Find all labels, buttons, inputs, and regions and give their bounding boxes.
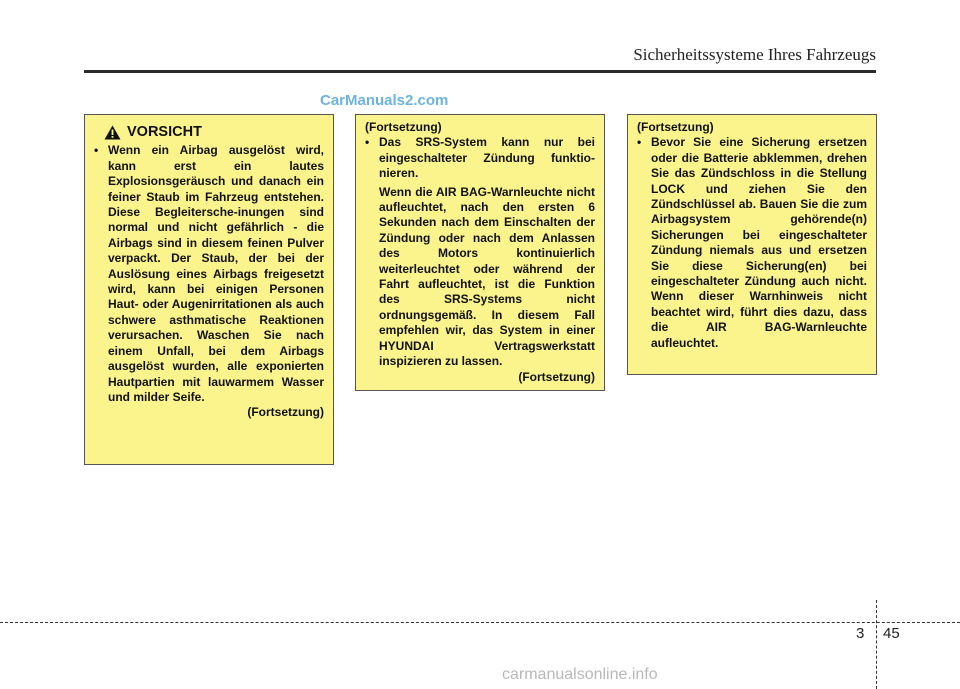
srs-bullet-text: • Das SRS-System kann nur bei eingeschalteter Zündung funktio-nieren. bbox=[365, 135, 595, 181]
header-divider bbox=[84, 70, 876, 73]
continued-footer: (Fortsetzung) bbox=[518, 369, 595, 384]
caution-box-fuse bbox=[627, 114, 877, 375]
airbag-warning-paragraph: Wenn die AIR BAG-Warnleuchte nicht aufleuchtet, nach den ersten 6 Sekunden nach dem Einschalten der Zündung oder nach dem Anlassen des Motors kontinuierlich weiterleuchtet oder während der Fahrt aufleuchtet, ist die Funktion des SRS-Systems nicht ordnungsgemäß. In diesem Fall empfehlen wir, das System in einer HYUNDAI Vertragswerkstatt inspizieren zu lassen. bbox=[379, 184, 595, 369]
footer-vertical-divider bbox=[876, 600, 877, 689]
watermark-top: CarManuals2.com bbox=[320, 92, 449, 109]
fuse-bullet-text: • Bevor Sie eine Sicherung ersetzen oder die Batterie abklemmen, drehen Sie das Zündschloss in die Stellung LOCK und ziehen Sie den Zündschlüssel ab. Bauen Sie die zum Airbagsystem gehörende(n) Sicherungen bei eingeschalteter Zündung niemals aus und ersetzen Sie diese Sicherung(en) bei eingeschalteter Zündung auch nicht. Wenn dieser Warnhinweis nicht beachtet wird, führt dies dazu, dass die AIR BAG-Warnleuchte aufleuchtet. bbox=[637, 135, 867, 351]
continued-header: (Fortsetzung) bbox=[637, 120, 714, 134]
caution-heading bbox=[104, 125, 324, 140]
warning-triangle-icon bbox=[104, 125, 121, 140]
caution-bullet-text: • Wenn ein Airbag ausgelöst wird, kann erst ein lautes Explosionsgeräusch und danach ein feiner Staub im Fahrzeug entstehen. Diese Begleitersche-inungen sind normal und nicht gefährlich - die Airbags sind in diesem feinen Pulver verpackt. Der Staub, der bei der Auslösung eines Airbags freigesetzt wird, kann bei einigen Personen Haut- oder Augenirritationen als auch schwere asthmatische Reaktionen verursachen. Waschen Sie nach einem Unfall, bei dem Airbags ausgelöst wurden, alle exponierten Hautpartien mit lauwarmem Wasser und milder Seife. bbox=[94, 143, 324, 405]
caution-box-airbag-dust bbox=[84, 114, 334, 465]
watermark-bottom: carmanualsonline.info bbox=[502, 666, 658, 683]
page-header-title: Sicherheitssysteme Ihres Fahrzeugs bbox=[633, 45, 876, 64]
chapter-number: 3 bbox=[856, 625, 865, 642]
caution-box-srs-system bbox=[355, 114, 605, 391]
caution-heading-label: VORSICHT bbox=[127, 124, 202, 140]
page-number: 45 bbox=[883, 625, 900, 642]
continued-header: (Fortsetzung) bbox=[365, 120, 442, 134]
continued-footer: (Fortsetzung) bbox=[247, 405, 324, 420]
footer-divider bbox=[0, 622, 960, 623]
